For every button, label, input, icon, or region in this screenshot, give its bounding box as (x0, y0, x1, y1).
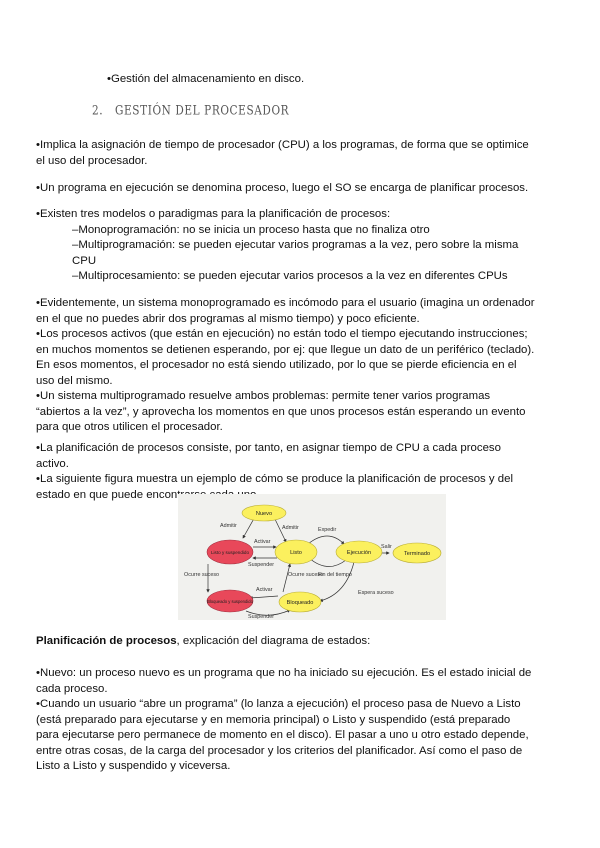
label-ejecucion: Ejecución (346, 550, 372, 556)
label-salir: Salir (381, 544, 392, 550)
planning-body (36, 666, 536, 775)
paragraph-7-text: •La planificación de procesos consiste, por tanto, en asignar tiempo de CPU a cada proceso activo. (36, 442, 501, 470)
label-ocurre-suceso-2: Ocurre suceso (288, 572, 324, 578)
planning-heading (36, 634, 536, 650)
arrow-ocurre-suceso-2 (283, 564, 290, 592)
section-heading (92, 102, 289, 121)
paragraph-8-text: •La siguiente figura muestra un ejemplo de cómo se produce la planificación de procesos y del estado en que puede encontrarse cada uno. (36, 473, 513, 501)
arrow-expedir (308, 536, 344, 544)
intro-list-item: •Gestión del almacenamiento en disco. (107, 73, 305, 85)
paragraph-3-lead: •Existen tres modelos o paradigmas para la planificación de procesos: (36, 208, 391, 220)
label-listo: Listo (290, 550, 302, 556)
label-admitir-1: Admitir (220, 523, 237, 529)
label-bloqueado-suspendido: Bloqueado y suspendido (207, 599, 253, 604)
label-nuevo: Nuevo (255, 511, 273, 517)
planning-title-rest: , explicación del diagrama de estados: (176, 635, 371, 647)
paragraph-2: •Un programa en ejecución se denomina proceso, luego el SO se encarga de planificar procesos. (36, 182, 529, 194)
label-admitir-2: Admitir (282, 525, 299, 531)
label-bloqueado: Bloqueado (286, 600, 314, 606)
paragraph-4-text: •Evidentemente, un sistema monoprogramado es incómodo para el usuario (imagina un ordenador en el que no puedes abrir dos programas al mismo tiempo) y poco eficiente. (36, 297, 535, 325)
label-terminado: Terminado (403, 551, 431, 557)
arrow-espera-suceso (320, 562, 354, 601)
label-activar-1: Activar (254, 539, 271, 545)
section-number: 2. (92, 103, 104, 119)
label-expedir: Expedir (318, 527, 337, 533)
planning-nuevo-text: •Nuevo: un proceso nuevo es un programa que no ha iniciado su ejecución. Es el estado inicial de cada proceso. (36, 667, 532, 695)
section-title: GESTIÓN DEL PROCESADOR (115, 103, 290, 119)
paragraph-5-text: •Los procesos activos (que están en ejecución) no están todo el tiempo ejecutando instrucciones; en muchos momentos se detienen esperando, por ej: que llegue un dato de un periférico (teclado). En esos momentos, el procesador no está siendo utilizado, por lo que se pierde eficiencia en el uso del mismo. (36, 328, 535, 387)
label-suspender-1: Suspender (248, 562, 275, 568)
label-suspender-2: Suspender (248, 614, 275, 620)
list-item-multiprocesamiento: –Multiprocesamiento: se pueden ejecutar varios procesos a la vez en diferentes CPUs (72, 270, 508, 282)
label-fin-tiempo: Fin del tiempo (318, 572, 352, 578)
arrow-activar-2 (250, 596, 278, 598)
paragraph-6-text: •Un sistema multiprogramado resuelve ambos problemas: permite tener varios programas “abiertos a la vez”, y aprovecha los momentos en que unos procesos están esperando un evento para que otros utilicen el procesador. (36, 390, 526, 433)
paragraph-1: •Implica la asignación de tiempo de procesador (CPU) a los programas, de forma que se optimice el uso del procesador. (36, 139, 529, 167)
planning-title: Planificación de procesos (36, 635, 177, 647)
paragraph-3 (36, 207, 536, 285)
paragraph-4 (36, 296, 536, 436)
label-espera-suceso: Espera suceso (358, 590, 394, 596)
process-state-diagram (178, 494, 446, 620)
label-listo-suspendido: Listo y suspendido (210, 550, 250, 555)
planning-abrir-text: •Cuando un usuario “abre un programa” (lo lanza a ejecución) el proceso pasa de Nuevo a Listo (está preparado para ejecutarse y en memoria principal) o Listo y suspendido (está preparado para ejecutarse pero permanece de momento en el disco). El pasar a uno u otro estado depende, entre otras cosas, de la carga del procesador y los criterios del planificador. Así como el paso de Listo a Listo y suspendido y viceversa. (36, 698, 529, 772)
label-ocurre-suceso-1: Ocurre suceso (184, 572, 220, 578)
list-item-multiprogramacion: –Multiprogramación: se pueden ejecutar varios programas a la vez, pero sobre la misma CPU (72, 239, 519, 267)
list-item-monoprogramacion: –Monoprogramación: no se inicia un proceso hasta que no finaliza otro (72, 223, 430, 236)
arrow-fin-tiempo (309, 558, 346, 567)
label-activar-2: Activar (256, 587, 273, 593)
